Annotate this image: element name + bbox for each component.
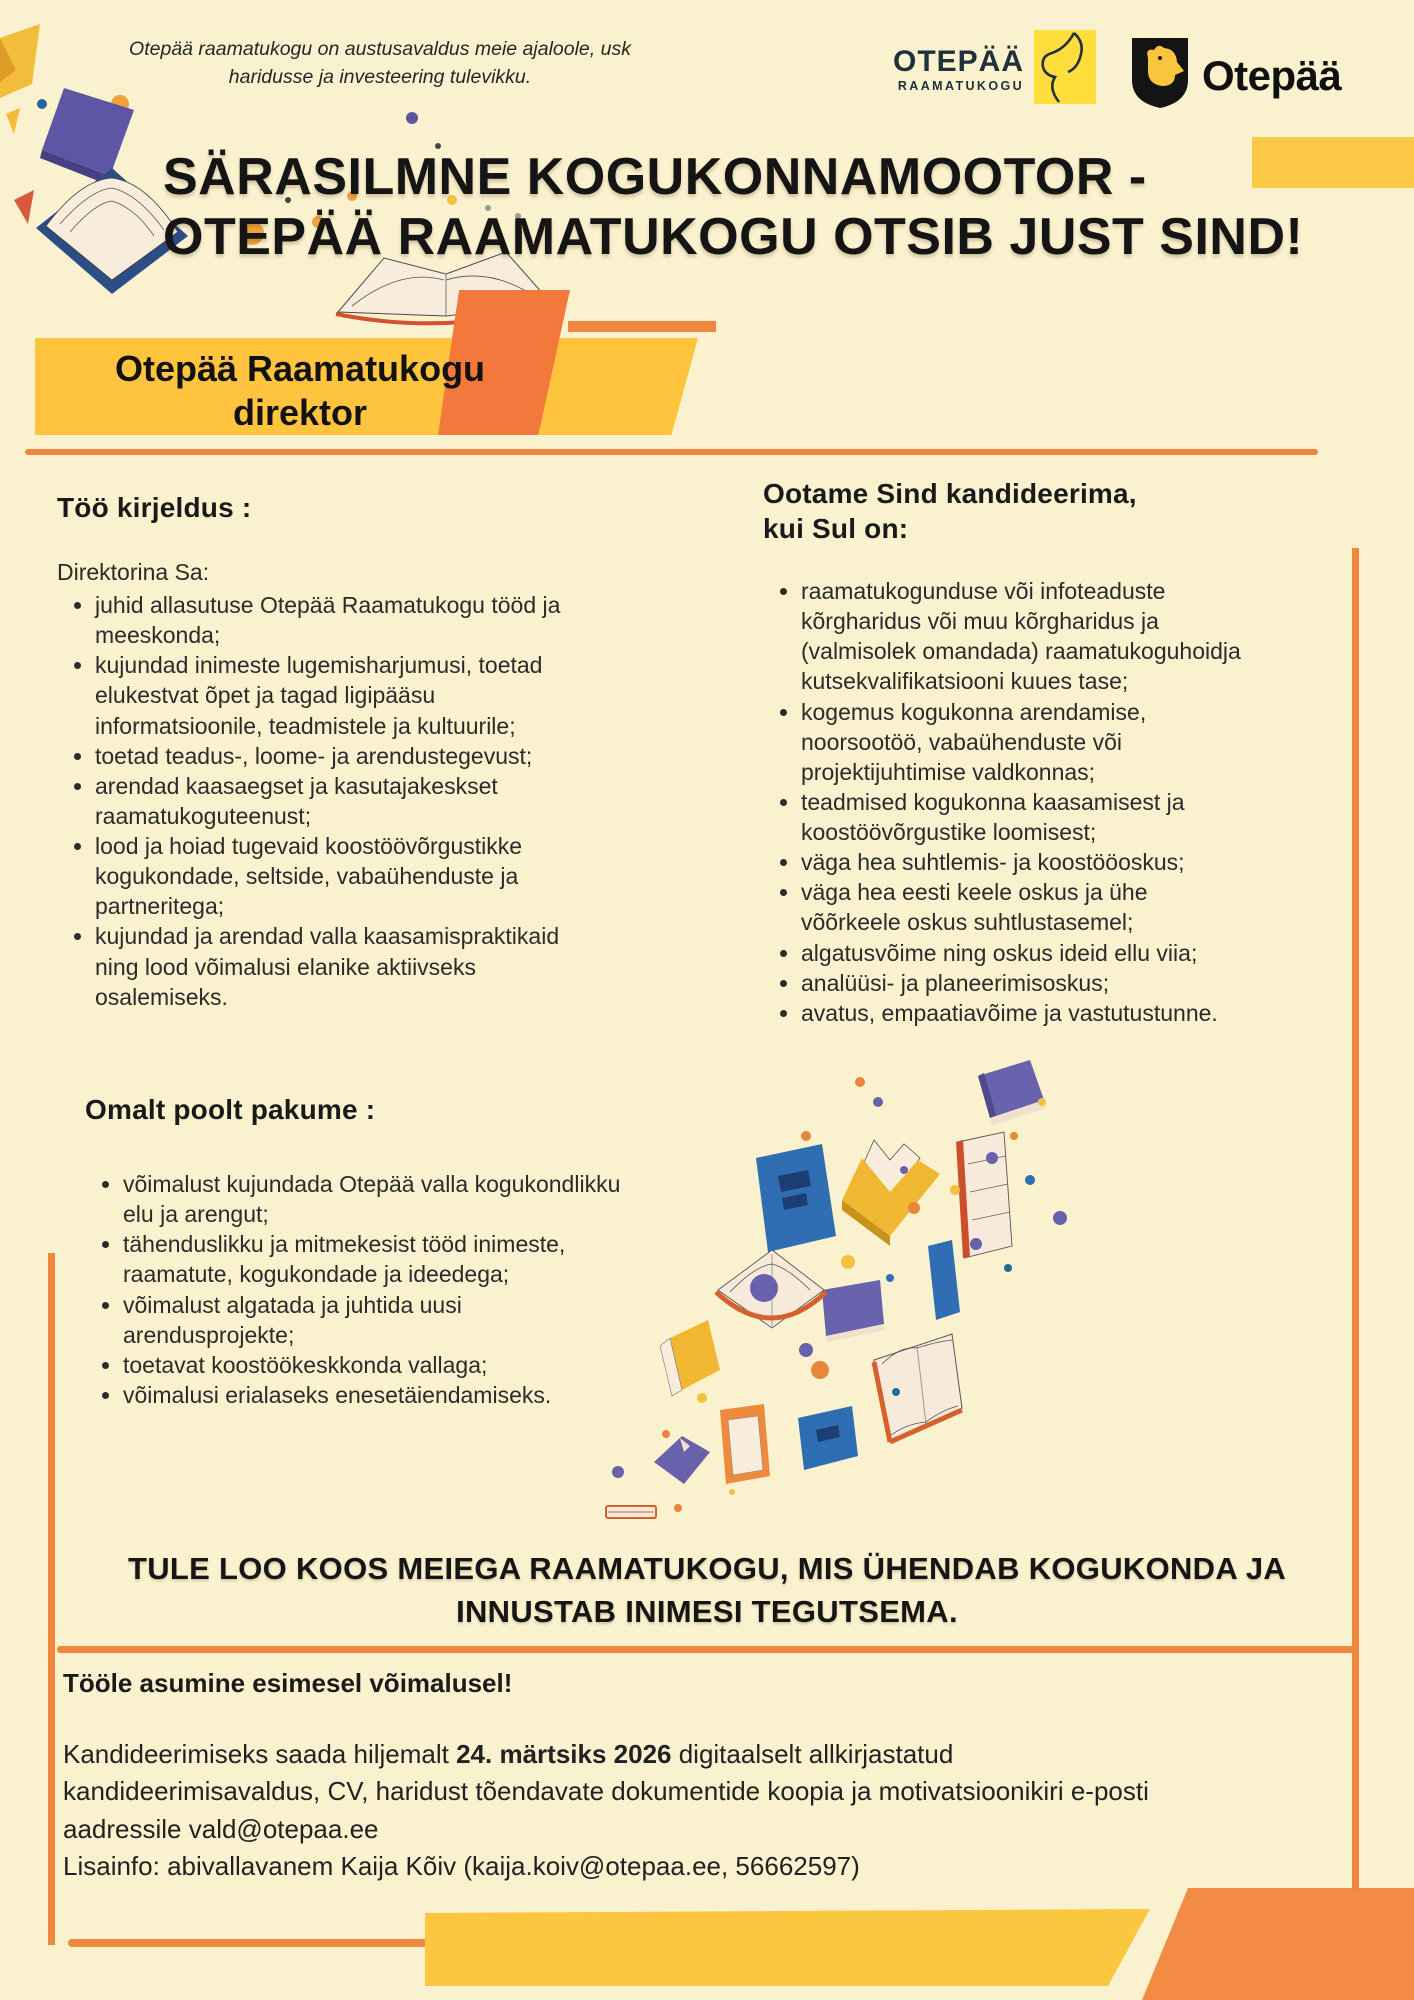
flying-books-illustration xyxy=(560,1040,1414,1540)
start-date-note: Tööle asumine esimesel võimalusel! xyxy=(63,1668,513,1698)
application-suffix: digitaalselt allkirjastatud kandideerimisavaldus, CV, haridust tõendavate dokumentide koopia ja motivatsioonikiri e-posti aadressile vald@otepaa.ee xyxy=(63,1739,1149,1844)
list-item: • analüüsi- ja planeerimisoskus; xyxy=(801,968,1241,998)
list-item: • algatusvõime ning oskus ideid ellu viia; xyxy=(801,938,1241,968)
list-item: • avatus, empaatiavõime ja vastutustunne. xyxy=(801,998,1241,1028)
page-title xyxy=(163,147,1303,268)
position-title-line2: direktor xyxy=(232,391,368,433)
cta-text: TULE LOO KOOS MEIEGA RAAMATUKOGU, MIS ÜHENDAB KOGUKONDA JA INNUSTAB INIMESI TEGUTSEMA. xyxy=(127,1551,1287,1629)
position-title-line1: Otepää Raamatukogu xyxy=(114,348,486,389)
municipality-logo-name: Otepää xyxy=(1202,51,1342,99)
cta-banner xyxy=(0,1548,1414,1634)
job-section-title: Töö kirjeldus : xyxy=(57,492,252,523)
list-item: • kujundad ja arendad valla kaasamispraktikaid ning lood võimalusi elanike aktiivseks osalemiseks. xyxy=(95,921,595,1011)
list-item: • toetad teadus-, loome- ja arendustegevust; xyxy=(95,741,595,771)
intro-quote-line1: Otepää raamatukogu on austusavaldus meie ajaloole, usk xyxy=(129,38,631,60)
bottom-shapes-decoration xyxy=(0,1880,1414,2000)
list-item: • võimalust kujundada Otepää valla kogukondlikku elu ja arengut; xyxy=(123,1169,623,1229)
list-item: • kogemus kogukonna arendamise, noorsootöö, vabaühenduste või projektijuhtimise valdkonnas; xyxy=(801,697,1241,787)
orange-bar-decoration xyxy=(568,321,716,332)
library-logo-title: OTEPÄÄ xyxy=(893,44,1025,78)
application-prefix: Kandideerimiseks saada hiljemalt xyxy=(63,1739,457,1769)
requirements-list xyxy=(763,576,1241,1028)
intro-quote xyxy=(85,36,675,91)
expect-section-title xyxy=(763,476,1241,546)
list-item: • tähenduslikku ja mitmekesist tööd inimeste, raamatute, kogukondade ja ideedega; xyxy=(123,1229,623,1289)
lynx-head-icon xyxy=(1034,30,1096,109)
list-item: • raamatukogunduse või infoteaduste kõrgharidus või muu kõrgharidus ja (valmisolek omandada) raamatukoguhoidja kutsekvalifikatsiooni kuues tase; xyxy=(801,576,1241,697)
offer-section-title: Omalt poolt pakume : xyxy=(85,1094,376,1125)
expect-title-line1: Ootame Sind kandideerima, xyxy=(763,478,1137,509)
intro-quote-line2: haridusse ja investeering tulevikku. xyxy=(228,65,532,88)
list-item: • lood ja hoiad tugevaid koostöövõrgustikke kogukondade, seltside, vabaühenduste ja partneritega; xyxy=(95,831,595,921)
page-title-line2: OTEPÄÄ RAAMATUKOGU OTSIB JUST SIND! xyxy=(163,208,1304,267)
application-text xyxy=(63,1736,1183,1848)
list-item: • väga hea eesti keele oskus ja ühe võõrkeele oskus suhtlustasemel; xyxy=(801,877,1241,937)
list-item: • juhid allasutuse Otepää Raamatukogu tööd ja meeskonda; xyxy=(95,590,595,650)
right-accent-line xyxy=(1352,548,1359,1890)
section-candidate-requirements xyxy=(763,476,1241,1028)
section-divider-top xyxy=(25,449,1318,455)
page-title-line1: SÄRASILMNE KOGUKONNAMOOTOR - xyxy=(163,148,1147,206)
position-title xyxy=(55,347,545,435)
section-divider-bottom xyxy=(57,1646,1355,1653)
list-item: • arendad kaasaegset ja kasutajakeskset raamatukoguteenust; xyxy=(95,771,595,831)
contact-info: Lisainfo: abivallavanem Kaija Kõiv (kaija.koiv@otepaa.ee, 56662597) xyxy=(63,1851,860,1882)
list-item: • võimalust algatada ja juhtida uusi arendusprojekte; xyxy=(123,1290,623,1350)
application-instructions xyxy=(63,1736,1183,1886)
list-item: • toetavat koostöökeskkonda vallaga; xyxy=(123,1350,623,1380)
bear-shield-icon xyxy=(1130,36,1190,115)
municipality-logo xyxy=(1130,36,1341,115)
library-logo xyxy=(893,30,1096,109)
job-duties-list xyxy=(57,590,595,1012)
section-we-offer xyxy=(85,1092,623,1410)
job-section-intro: Direktorina Sa: xyxy=(57,559,210,585)
library-logo-subtitle: RAAMATUKOGU xyxy=(897,78,1025,93)
library-logo-text xyxy=(893,44,1025,93)
section-job-description xyxy=(57,490,602,1012)
list-item: • teadmised kogukonna kaasamisest ja koostöövõrgustike loomisest; xyxy=(801,787,1241,847)
list-item: • võimalusi erialaseks enesetäiendamiseks. xyxy=(123,1380,623,1410)
application-deadline: 24. märtsiks 2026 xyxy=(456,1739,672,1769)
expect-title-line2: kui Sul on: xyxy=(763,513,909,544)
list-item: • kujundad inimeste lugemisharjumusi, toetad elukestvat õpet ja tagad ligipääsu informatsioonile, teadmistele ja kultuurile; xyxy=(95,650,595,740)
list-item: • väga hea suhtlemis- ja koostööoskus; xyxy=(801,847,1241,877)
offer-list xyxy=(85,1169,623,1410)
